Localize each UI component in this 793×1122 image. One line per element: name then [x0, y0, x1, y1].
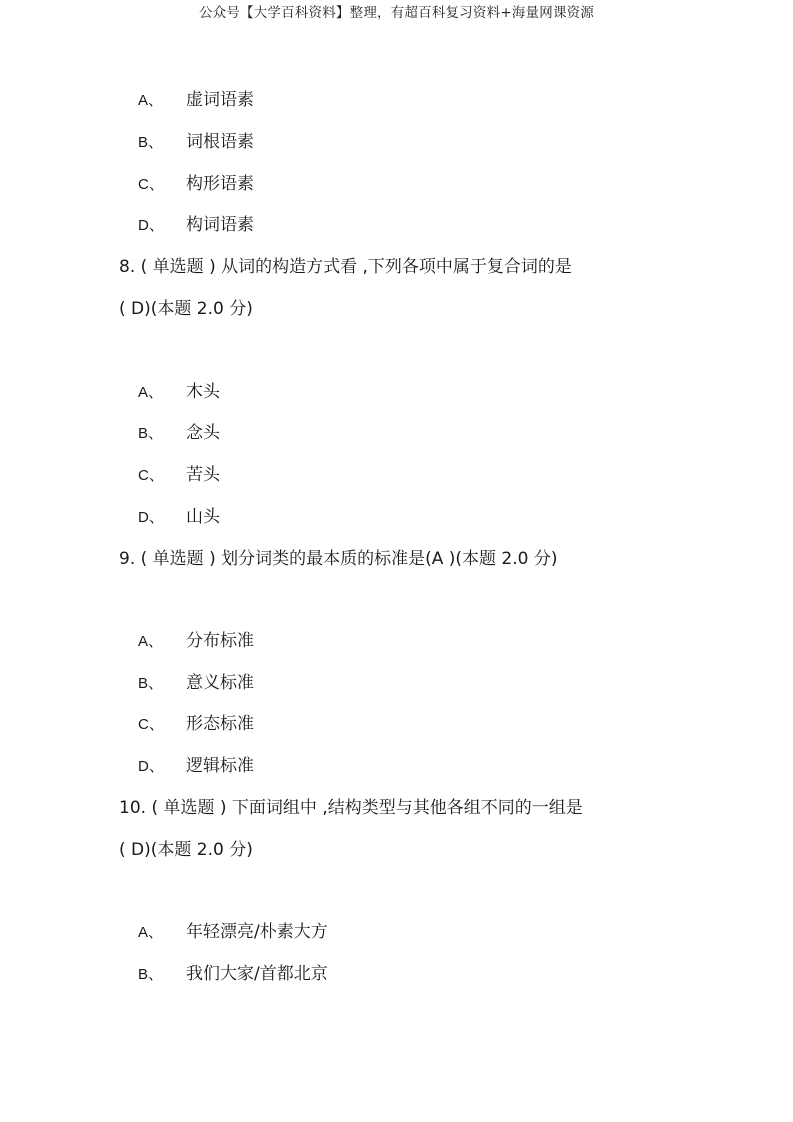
option-text: 构词语素: [186, 215, 254, 235]
q10-option-b[interactable]: [138, 963, 328, 986]
option-text: 形态标准: [186, 714, 254, 734]
q9-option-a[interactable]: [138, 630, 254, 653]
option-letter: A、: [138, 384, 164, 401]
q8-option-b[interactable]: [138, 422, 220, 445]
option-letter: C、: [138, 716, 164, 733]
option-text: 虚词语素: [186, 90, 254, 110]
option-c[interactable]: [138, 173, 254, 196]
option-letter: B、: [138, 675, 164, 692]
option-a[interactable]: [138, 89, 254, 112]
option-letter: A、: [138, 633, 164, 650]
option-letter: B、: [138, 966, 164, 983]
option-text: 词根语素: [186, 132, 254, 152]
option-text: 年轻漂亮/朴素大方: [186, 922, 328, 942]
option-b[interactable]: [138, 131, 254, 154]
option-text: 念头: [186, 423, 220, 443]
option-text: 意义标准: [186, 673, 254, 693]
question-10-score: ( D)(本题 2.0 分): [119, 840, 253, 860]
option-letter: A、: [138, 92, 164, 109]
q9-option-b[interactable]: [138, 672, 254, 695]
q8-option-c[interactable]: [138, 464, 220, 487]
question-8-score: ( D)(本题 2.0 分): [119, 299, 253, 319]
option-letter: D、: [138, 509, 164, 526]
page-header: 公众号【大学百科资料】整理，有超百科复习资料+海量网课资源: [198, 5, 595, 21]
question-8-stem: 8. ( 单选题 ) 从词的构造方式看 ,下列各项中属于复合词的是: [119, 257, 572, 277]
option-text: 苦头: [186, 465, 220, 485]
option-d[interactable]: [138, 214, 254, 237]
question-10-stem: 10. ( 单选题 ) 下面词组中 ,结构类型与其他各组不同的一组是: [119, 798, 583, 818]
question-9-stem: 9. ( 单选题 ) 划分词类的最本质的标准是(A )(本题 2.0 分): [119, 549, 558, 569]
option-letter: D、: [138, 217, 164, 234]
option-text: 木头: [186, 382, 220, 402]
option-letter: C、: [138, 176, 164, 193]
option-letter: B、: [138, 134, 164, 151]
q9-option-c[interactable]: [138, 713, 254, 736]
q8-option-d[interactable]: [138, 506, 220, 529]
option-letter: A、: [138, 924, 164, 941]
option-letter: B、: [138, 425, 164, 442]
q9-option-d[interactable]: [138, 755, 254, 778]
q10-option-a[interactable]: [138, 921, 328, 944]
option-text: 逻辑标准: [186, 756, 254, 776]
option-text: 分布标准: [186, 631, 254, 651]
option-text: 构形语素: [186, 174, 254, 194]
option-text: 我们大家/首都北京: [186, 964, 328, 984]
q8-option-a[interactable]: [138, 381, 220, 404]
option-letter: C、: [138, 467, 164, 484]
option-letter: D、: [138, 758, 164, 775]
option-text: 山头: [186, 507, 220, 527]
